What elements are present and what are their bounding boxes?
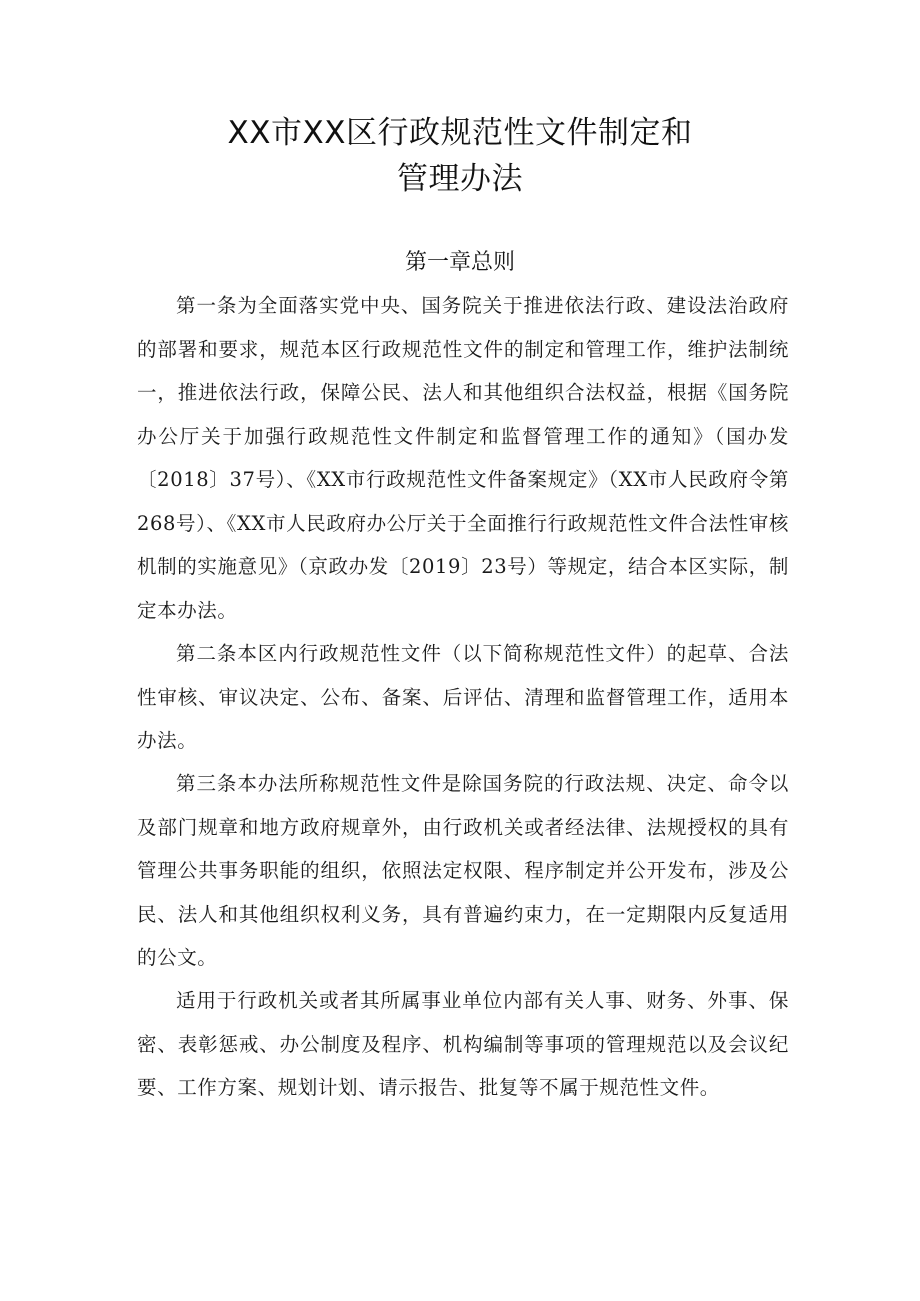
document-title-line-2: 管理办法	[397, 161, 523, 197]
chapter-heading: 第一章总则	[404, 250, 515, 275]
document-title-line-1: XX市XX区行政规范性文件制定和	[227, 115, 693, 151]
article-3-paragraph: 第三条本办法所称规范性文件是除国务院的行政法规、决定、命令以及部门规章和地方政府规章外，由行政机关或者经法律、法规授权的具有管理公共事务职能的组织，依照法定权限、程序制定并公开发布，涉及公民、法人和其他组织权利义务，具有普遍约束力，在一定期限内反复适用的公文。	[137, 772, 789, 969]
article-1-paragraph: 第一条为全面落实党中央、国务院关于推进依法行政、建设法治政府的部署和要求，规范本区行政规范性文件的制定和管理工作，维护法制统一，推进依法行政，保障公民、法人和其他组织合法权益，根据《国务院办公厅关于加强行政规范性文件制定和监督管理工作的通知》（国办发〔2018〕37号）、《XX市行政规范性文件备案规定》（XX市人民政府令第268号）、《XX市人民政府办公厅关于全面推行行政规范性文件合法性审核机制的实施意见》（京政办发〔2019〕23号）等规定，结合本区实际，制定本办法。	[137, 294, 789, 622]
article-2-paragraph: 第二条本区内行政规范性文件（以下简称规范性文件）的起草、合法性审核、审议决定、公布、备案、后评估、清理和监督管理工作，适用本办法。	[137, 642, 789, 752]
exclusion-paragraph: 适用于行政机关或者其所属事业单位内部有关人事、财务、外事、保密、表彰惩戒、办公制度及程序、机构编制等事项的管理规范以及会议纪要、工作方案、规划计划、请示报告、批复等不属于规范性文件。	[137, 989, 789, 1099]
